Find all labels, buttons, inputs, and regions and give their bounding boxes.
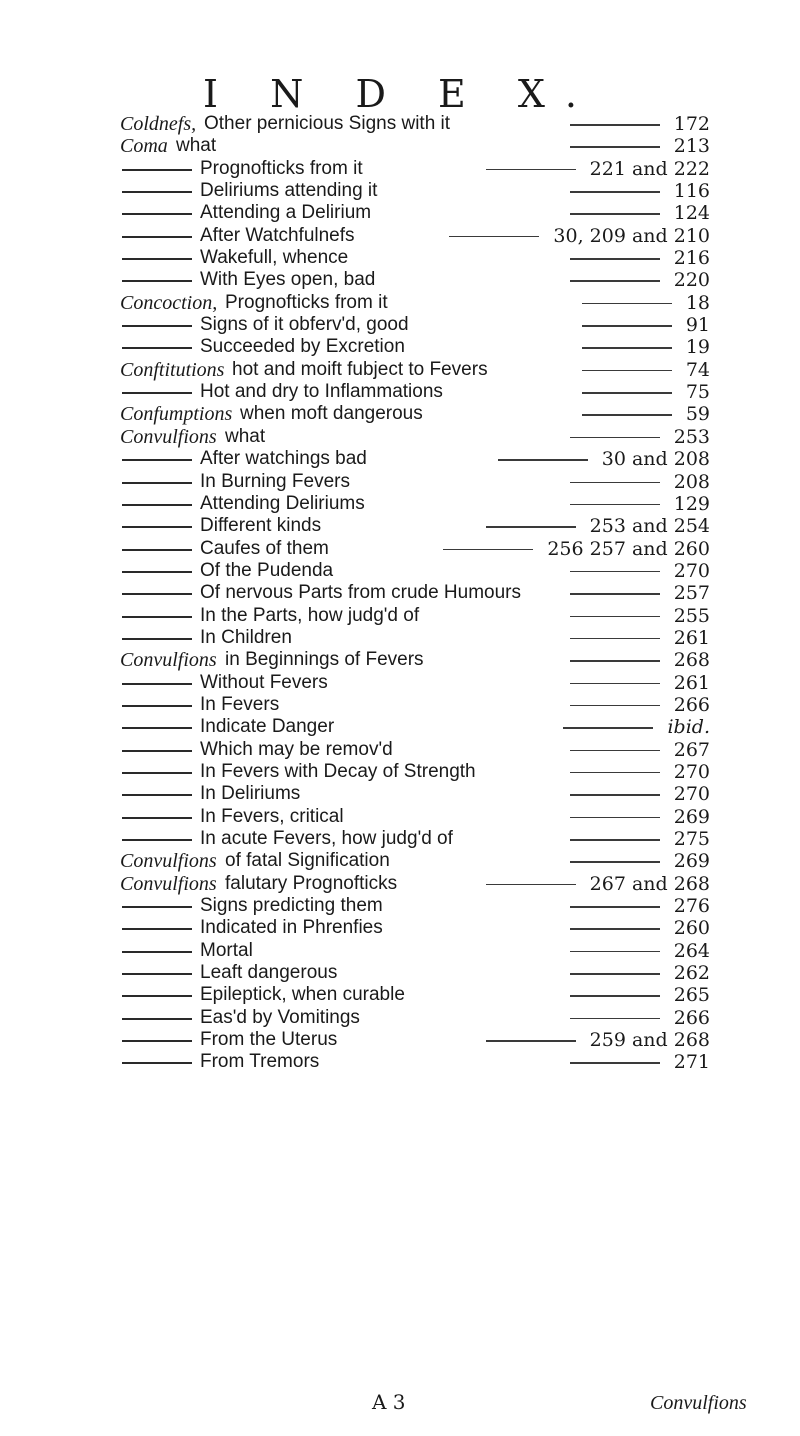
ditto-dash xyxy=(122,459,192,461)
entry-text: In Fevers, critical xyxy=(200,805,344,827)
index-entry xyxy=(0,359,800,381)
ditto-dash xyxy=(122,571,192,573)
index-entry xyxy=(0,917,800,939)
entry-pages: 266 xyxy=(673,1006,710,1029)
ditto-dash xyxy=(122,638,192,640)
entry-headword: Convulfions xyxy=(120,850,217,873)
entry-text: Which may be remov'd xyxy=(200,738,393,760)
leader-rule xyxy=(570,1018,660,1020)
entry-pages: 256 257 and 260 xyxy=(547,537,710,560)
entry-pages: 253 xyxy=(673,425,710,448)
entry-headword: Coma xyxy=(120,135,168,158)
entry-text: Indicate Danger xyxy=(200,716,335,738)
entry-text: what xyxy=(225,425,266,447)
ditto-dash xyxy=(122,191,192,193)
entry-pages: 75 xyxy=(685,381,710,404)
entry-pages: 262 xyxy=(673,962,710,985)
entry-text: In the Parts, how judg'd of xyxy=(200,604,420,626)
entry-pages: 268 xyxy=(673,649,710,672)
leader-rule xyxy=(570,258,660,260)
entry-text: From Tremors xyxy=(200,1051,320,1073)
entry-pages: 269 xyxy=(673,850,710,873)
leader-rule xyxy=(570,705,660,707)
leader-rule xyxy=(570,973,660,975)
ditto-dash xyxy=(122,347,192,349)
entry-text: when moft dangerous xyxy=(240,403,423,425)
entry-pages: 59 xyxy=(685,403,710,426)
ditto-dash xyxy=(122,616,192,618)
ditto-dash xyxy=(122,280,192,282)
leader-rule xyxy=(570,191,660,193)
leader-rule xyxy=(570,482,660,484)
index-entry xyxy=(0,158,800,180)
leader-rule xyxy=(570,124,660,126)
leader-rule xyxy=(570,928,660,930)
leader-rule xyxy=(570,750,660,752)
entry-text: In Children xyxy=(200,626,292,648)
index-entry xyxy=(0,873,800,895)
entry-text: in Beginnings of Fevers xyxy=(225,649,424,671)
entry-pages: 276 xyxy=(673,895,710,918)
ditto-dash xyxy=(122,951,192,953)
entry-headword: Concoction, xyxy=(120,291,218,314)
ditto-dash xyxy=(122,772,192,774)
leader-rule xyxy=(498,459,588,461)
ditto-dash xyxy=(122,593,192,595)
index-entry xyxy=(0,895,800,917)
catchword: Convulfions xyxy=(650,1392,747,1414)
index-entries xyxy=(0,113,800,1074)
leader-rule xyxy=(570,772,660,774)
leader-rule xyxy=(570,995,660,997)
leader-rule xyxy=(570,906,660,908)
ditto-dash xyxy=(122,1018,192,1020)
index-entry xyxy=(0,783,800,805)
entry-text: In Burning Fevers xyxy=(200,470,350,492)
leader-rule xyxy=(570,616,660,618)
index-entry xyxy=(0,493,800,515)
entry-pages: 221 and 222 xyxy=(589,157,710,180)
entry-pages: 264 xyxy=(673,939,710,962)
leader-rule xyxy=(570,660,660,662)
leader-rule xyxy=(570,593,660,595)
index-entry xyxy=(0,180,800,202)
entry-text: Prognofticks from it xyxy=(225,291,388,313)
index-entry xyxy=(0,314,800,336)
index-entry xyxy=(0,471,800,493)
index-entry xyxy=(0,672,800,694)
leader-rule xyxy=(582,325,672,327)
signature-mark: A 3 xyxy=(372,1390,406,1414)
entry-pages: 91 xyxy=(685,314,710,337)
ditto-dash xyxy=(122,526,192,528)
leader-rule xyxy=(582,414,672,416)
ditto-dash xyxy=(122,817,192,819)
index-entry xyxy=(0,403,800,425)
entry-text: Attending a Delirium xyxy=(200,202,372,224)
entry-headword: Coldnefs, xyxy=(120,113,197,135)
page-heading: I N D E X. xyxy=(203,72,597,116)
entry-text: In Fevers with Decay of Strength xyxy=(200,760,476,782)
entry-pages: 220 xyxy=(673,269,710,292)
index-entry xyxy=(0,225,800,247)
entry-pages: 266 xyxy=(673,693,710,716)
entry-pages: 270 xyxy=(673,559,710,582)
entry-text: of fatal Signification xyxy=(225,850,390,872)
leader-rule xyxy=(449,236,539,238)
leader-rule xyxy=(443,549,533,551)
entry-pages: 116 xyxy=(673,180,710,203)
index-entry xyxy=(0,694,800,716)
leader-rule xyxy=(570,146,660,148)
index-entry xyxy=(0,806,800,828)
index-entry xyxy=(0,538,800,560)
ditto-dash xyxy=(122,906,192,908)
entry-pages: 275 xyxy=(673,828,710,850)
entry-pages: 261 xyxy=(673,626,710,649)
ditto-dash xyxy=(122,169,192,171)
entry-pages: 74 xyxy=(685,358,710,381)
entry-text: From the Uterus xyxy=(200,1029,338,1051)
leader-rule xyxy=(582,392,672,394)
entry-pages: 257 xyxy=(673,582,710,605)
entry-text: Hot and dry to Inflammations xyxy=(200,381,443,403)
leader-rule xyxy=(582,347,672,349)
entry-text: Of nervous Parts from crude Humours xyxy=(200,582,521,604)
leader-rule xyxy=(486,169,576,171)
ditto-dash xyxy=(122,258,192,260)
entry-pages: 267 xyxy=(673,738,710,761)
entry-pages: 18 xyxy=(685,291,710,314)
entry-text: Mortal xyxy=(200,939,253,961)
entry-text: Caufes of them xyxy=(200,537,329,559)
entry-pages: 265 xyxy=(673,984,710,1007)
leader-rule xyxy=(570,861,660,863)
index-entry xyxy=(0,448,800,470)
entry-text: Eas'd by Vomitings xyxy=(200,1006,360,1028)
index-entry xyxy=(0,1029,800,1051)
entry-text: Epileptick, when curable xyxy=(200,984,405,1006)
entry-text: Signs of it obferv'd, good xyxy=(200,314,409,336)
entry-pages: 271 xyxy=(673,1051,710,1074)
leader-rule xyxy=(582,370,672,372)
index-entry xyxy=(0,515,800,537)
ditto-dash xyxy=(122,727,192,729)
entry-pages: 216 xyxy=(673,247,710,270)
entry-pages: 172 xyxy=(673,113,710,135)
index-entry xyxy=(0,269,800,291)
entry-pages: 267 and 268 xyxy=(589,872,710,895)
entry-text: Attending Deliriums xyxy=(200,492,365,514)
leader-rule xyxy=(570,839,660,841)
entry-pages: ibid. xyxy=(667,716,710,739)
leader-rule xyxy=(570,504,660,506)
index-entry xyxy=(0,135,800,157)
index-entry xyxy=(0,560,800,582)
entry-text: In Deliriums xyxy=(200,783,301,805)
leader-rule xyxy=(570,437,660,439)
leader-rule xyxy=(486,526,576,528)
entry-text: Different kinds xyxy=(200,515,322,537)
ditto-dash xyxy=(122,1062,192,1064)
leader-rule xyxy=(570,213,660,215)
entry-headword: Convulfions xyxy=(120,872,217,895)
leader-rule xyxy=(570,280,660,282)
leader-rule xyxy=(570,1062,660,1064)
entry-pages: 124 xyxy=(673,202,710,225)
ditto-dash xyxy=(122,750,192,752)
ditto-dash xyxy=(122,683,192,685)
entry-text: With Eyes open, bad xyxy=(200,269,376,291)
ditto-dash xyxy=(122,1040,192,1042)
index-entry xyxy=(0,582,800,604)
entry-headword: Conftitutions xyxy=(120,358,225,381)
leader-rule xyxy=(486,1040,576,1042)
index-entry xyxy=(0,247,800,269)
index-entry xyxy=(0,292,800,314)
ditto-dash xyxy=(122,794,192,796)
leader-rule xyxy=(570,817,660,819)
entry-text: hot and moift fubject to Fevers xyxy=(232,358,488,380)
index-entry xyxy=(0,984,800,1006)
index-entry xyxy=(0,1007,800,1029)
entry-text: what xyxy=(176,135,217,157)
ditto-dash xyxy=(122,928,192,930)
entry-headword: Convulfions xyxy=(120,425,217,448)
entry-text: Of the Pudenda xyxy=(200,559,334,581)
leader-rule xyxy=(582,303,672,305)
ditto-dash xyxy=(122,236,192,238)
index-entry xyxy=(0,605,800,627)
index-entry xyxy=(0,336,800,358)
ditto-dash xyxy=(122,325,192,327)
entry-pages: 213 xyxy=(673,135,710,158)
ditto-dash xyxy=(122,973,192,975)
index-entry xyxy=(0,940,800,962)
ditto-dash xyxy=(122,482,192,484)
entry-text: Deliriums attending it xyxy=(200,180,378,202)
entry-text: Without Fevers xyxy=(200,671,328,693)
ditto-dash xyxy=(122,705,192,707)
entry-text: In acute Fevers, how judg'd of xyxy=(200,828,453,849)
ditto-dash xyxy=(122,392,192,394)
ditto-dash xyxy=(122,504,192,506)
index-entry xyxy=(0,426,800,448)
leader-rule xyxy=(570,794,660,796)
entry-text: Signs predicting them xyxy=(200,895,383,917)
leader-rule xyxy=(570,683,660,685)
entry-text: After Watchfulnefs xyxy=(200,224,355,246)
entry-pages: 19 xyxy=(685,336,710,359)
index-entry xyxy=(0,649,800,671)
ditto-dash xyxy=(122,213,192,215)
entry-pages: 30 and 208 xyxy=(601,448,710,471)
index-entry xyxy=(0,828,800,850)
index-entry xyxy=(0,739,800,761)
index-entry xyxy=(0,202,800,224)
leader-rule xyxy=(570,951,660,953)
leader-rule xyxy=(563,727,653,729)
index-entry xyxy=(0,1051,800,1073)
entry-pages: 260 xyxy=(673,917,710,940)
ditto-dash xyxy=(122,995,192,997)
index-entry xyxy=(0,627,800,649)
leader-rule xyxy=(570,571,660,573)
index-entry xyxy=(0,381,800,403)
index-entry xyxy=(0,761,800,783)
entry-pages: 259 and 268 xyxy=(589,1029,710,1052)
entry-text: Prognofticks from it xyxy=(200,157,363,179)
entry-text: Indicated in Phrenfies xyxy=(200,917,383,939)
entry-pages: 270 xyxy=(673,783,710,806)
leader-rule xyxy=(486,884,576,886)
entry-pages: 253 and 254 xyxy=(589,515,710,538)
entry-pages: 30, 209 and 210 xyxy=(553,224,710,247)
index-entry xyxy=(0,962,800,984)
entry-pages: 261 xyxy=(673,671,710,694)
index-entry xyxy=(0,850,800,872)
entry-text: Leaft dangerous xyxy=(200,962,338,984)
entry-pages: 270 xyxy=(673,760,710,783)
entry-pages: 129 xyxy=(673,492,710,515)
entry-text: After watchings bad xyxy=(200,448,367,470)
entry-text: Other pernicious Signs with it xyxy=(204,113,451,134)
index-entry xyxy=(0,716,800,738)
ditto-dash xyxy=(122,839,192,841)
ditto-dash xyxy=(122,549,192,551)
leader-rule xyxy=(570,638,660,640)
entry-headword: Confumptions xyxy=(120,403,233,426)
entry-text: falutary Prognofticks xyxy=(225,872,398,894)
entry-pages: 255 xyxy=(673,604,710,627)
entry-text: Wakefull, whence xyxy=(200,247,349,269)
entry-pages: 208 xyxy=(673,470,710,493)
entry-text: In Fevers xyxy=(200,693,280,715)
entry-headword: Convulfions xyxy=(120,649,217,672)
entry-text: Succeeded by Excretion xyxy=(200,336,405,358)
entry-pages: 269 xyxy=(673,805,710,828)
index-entry xyxy=(0,113,800,135)
